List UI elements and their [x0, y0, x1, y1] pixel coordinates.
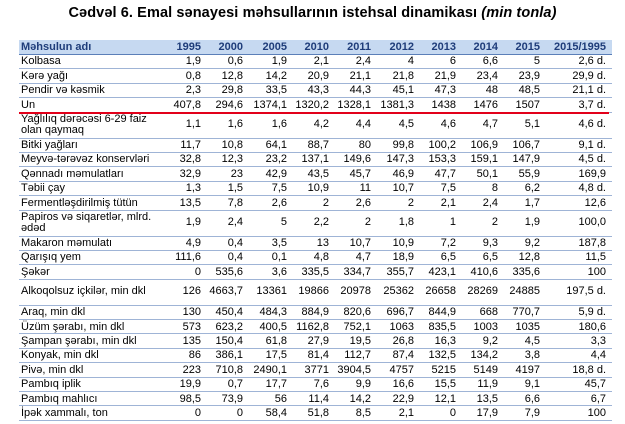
product-name-cell: Pivə, min dkl	[19, 363, 159, 377]
highlight-underline	[19, 112, 609, 114]
value-cell: 4,8 d.	[542, 181, 612, 195]
value-cell: 150,4	[203, 334, 245, 348]
value-cell: 55,9	[500, 167, 542, 181]
title-unit: (min tonla)	[481, 5, 557, 21]
product-name-cell: İpək xammalı, ton	[19, 406, 159, 420]
value-cell: 43,3	[289, 83, 331, 97]
value-cell: 1381,3	[373, 98, 416, 112]
value-cell: 17,7	[245, 377, 289, 391]
value-cell: 410,6	[458, 265, 500, 279]
value-cell: 1507	[500, 98, 542, 112]
value-cell: 1,9	[159, 210, 203, 236]
value-cell: 15,5	[416, 377, 458, 391]
value-cell: 710,8	[203, 363, 245, 377]
value-cell: 3,5	[245, 236, 289, 250]
value-cell: 32,9	[159, 167, 203, 181]
table-row	[19, 363, 612, 377]
value-cell: 100	[542, 406, 612, 420]
value-cell: 4,4	[331, 112, 373, 138]
product-name-cell: Yağlılıq dərəcəsi 6-29 faiz olan qaymaq	[19, 112, 159, 138]
column-header-1995: 1995	[159, 40, 203, 55]
value-cell: 111,6	[159, 250, 203, 264]
value-cell: 7,8	[203, 196, 245, 210]
value-cell: 27,9	[289, 334, 331, 348]
value-cell: 223	[159, 363, 203, 377]
table-row	[19, 320, 612, 334]
value-cell: 81,4	[289, 348, 331, 362]
value-cell: 4,5	[500, 334, 542, 348]
column-header-2010: 2010	[289, 40, 331, 55]
table-row	[19, 181, 612, 195]
table-row	[19, 98, 612, 112]
value-cell: 752,1	[331, 320, 373, 334]
value-cell: 335,6	[500, 265, 542, 279]
value-cell: 294,6	[203, 98, 245, 112]
value-cell: 2	[331, 210, 373, 236]
product-name-cell: Meyvə-tərəvəz konservləri	[19, 152, 159, 166]
table-row	[19, 279, 612, 305]
value-cell: 4,5 d.	[542, 152, 612, 166]
value-cell: 13	[289, 236, 331, 250]
value-cell: 4,8	[289, 250, 331, 264]
value-cell: 484,3	[245, 305, 289, 319]
value-cell: 1,3	[159, 181, 203, 195]
product-name-cell: Bitki yağları	[19, 138, 159, 152]
table-row	[19, 406, 612, 420]
value-cell: 26658	[416, 279, 458, 305]
value-cell: 5215	[416, 363, 458, 377]
value-cell: 11	[331, 181, 373, 195]
value-cell: 180,6	[542, 320, 612, 334]
value-cell: 6,6	[458, 55, 500, 69]
value-cell: 1,6	[203, 112, 245, 138]
column-header-2011: 2011	[331, 40, 373, 55]
product-name-cell: Pambıq iplik	[19, 377, 159, 391]
value-cell: 0,4	[203, 250, 245, 264]
value-cell: 0	[159, 265, 203, 279]
value-cell: 10,7	[331, 236, 373, 250]
table-title	[0, 5, 625, 21]
value-cell: 187,8	[542, 236, 612, 250]
table-row	[19, 83, 612, 97]
value-cell: 159,1	[458, 152, 500, 166]
value-cell: 334,7	[331, 265, 373, 279]
value-cell: 1328,1	[331, 98, 373, 112]
value-cell: 1,5	[203, 181, 245, 195]
value-cell: 2,4	[331, 55, 373, 69]
value-cell: 573	[159, 320, 203, 334]
product-name-cell: Araq, min dkl	[19, 305, 159, 319]
value-cell: 8,5	[331, 406, 373, 420]
value-cell: 58,4	[245, 406, 289, 420]
value-cell: 4,6 d.	[542, 112, 612, 138]
product-name-cell: Makaron məmulatı	[19, 236, 159, 250]
value-cell: 1,9	[159, 55, 203, 69]
value-cell: 100,2	[416, 138, 458, 152]
column-header-2013: 2013	[416, 40, 458, 55]
value-cell: 29,8	[203, 83, 245, 97]
product-name-cell: Şəkər	[19, 265, 159, 279]
value-cell: 6,5	[416, 250, 458, 264]
value-cell: 43,5	[289, 167, 331, 181]
column-header-2000: 2000	[203, 40, 245, 55]
value-cell: 13,5	[159, 196, 203, 210]
value-cell: 17,9	[458, 406, 500, 420]
value-cell: 5149	[458, 363, 500, 377]
value-cell: 4,4	[542, 348, 612, 362]
table-row	[19, 167, 612, 181]
product-name-cell: Pambıq mahlıcı	[19, 392, 159, 406]
value-cell: 335,5	[289, 265, 331, 279]
value-cell: 3,3	[542, 334, 612, 348]
value-cell: 13,5	[458, 392, 500, 406]
value-cell: 11,7	[159, 138, 203, 152]
value-cell: 5	[500, 55, 542, 69]
value-cell: 25362	[373, 279, 416, 305]
value-cell: 4,6	[416, 112, 458, 138]
value-cell: 2,6	[331, 196, 373, 210]
product-name-cell: Kolbasa	[19, 55, 159, 69]
value-cell: 844,9	[416, 305, 458, 319]
value-cell: 99,8	[373, 138, 416, 152]
product-name-cell: Üzüm şərabı, min dkl	[19, 320, 159, 334]
value-cell: 4,5	[373, 112, 416, 138]
value-cell: 770,7	[500, 305, 542, 319]
value-cell: 1,8	[373, 210, 416, 236]
value-cell: 9,2	[458, 334, 500, 348]
value-cell: 12,8	[203, 69, 245, 83]
value-cell: 47,3	[416, 83, 458, 97]
value-cell: 0,7	[203, 377, 245, 391]
value-cell: 7,6	[289, 377, 331, 391]
value-cell: 149,6	[331, 152, 373, 166]
value-cell: 9,1 d.	[542, 138, 612, 152]
value-cell: 29,9 d.	[542, 69, 612, 83]
value-cell: 23	[203, 167, 245, 181]
product-name-cell: Un	[19, 98, 159, 112]
product-name-cell: Təbii çay	[19, 181, 159, 195]
value-cell: 12,1	[416, 392, 458, 406]
value-cell: 1374,1	[245, 98, 289, 112]
value-cell: 11,9	[458, 377, 500, 391]
value-cell: 86	[159, 348, 203, 362]
value-cell: 28269	[458, 279, 500, 305]
product-name-cell: Alkoqolsuz içkilər, min dkl	[19, 279, 159, 305]
value-cell: 1063	[373, 320, 416, 334]
value-cell: 10,9	[289, 181, 331, 195]
table-row	[19, 392, 612, 406]
value-cell: 19,9	[159, 377, 203, 391]
value-cell: 4,2	[289, 112, 331, 138]
value-cell: 3,8	[500, 348, 542, 362]
value-cell: 4757	[373, 363, 416, 377]
product-name-cell: Papiros və siqaretlər, mlrd. ədəd	[19, 210, 159, 236]
value-cell: 132,5	[416, 348, 458, 362]
value-cell: 1,9	[500, 210, 542, 236]
value-cell: 48	[458, 83, 500, 97]
value-cell: 4,7	[331, 250, 373, 264]
value-cell: 1476	[458, 98, 500, 112]
value-cell: 20978	[331, 279, 373, 305]
value-cell: 1,7	[500, 196, 542, 210]
value-cell: 18,8 d.	[542, 363, 612, 377]
value-cell: 10,7	[373, 181, 416, 195]
table-row	[19, 112, 612, 138]
column-header-2015: 2015	[500, 40, 542, 55]
value-cell: 8	[458, 181, 500, 195]
table-row	[19, 236, 612, 250]
value-cell: 45,7	[331, 167, 373, 181]
value-cell: 106,9	[458, 138, 500, 152]
value-cell: 2,1	[416, 196, 458, 210]
value-cell: 42,9	[245, 167, 289, 181]
value-cell: 4197	[500, 363, 542, 377]
value-cell: 61,8	[245, 334, 289, 348]
value-cell: 13361	[245, 279, 289, 305]
value-cell: 3,6	[245, 265, 289, 279]
value-cell: 20,9	[289, 69, 331, 83]
value-cell: 6,7	[542, 392, 612, 406]
value-cell: 1035	[500, 320, 542, 334]
value-cell: 137,1	[289, 152, 331, 166]
product-name-cell: Pendir və kəsmik	[19, 83, 159, 97]
value-cell: 2490,1	[245, 363, 289, 377]
value-cell: 19866	[289, 279, 331, 305]
value-cell: 51,8	[289, 406, 331, 420]
value-cell: 1	[416, 210, 458, 236]
value-cell: 10,8	[203, 138, 245, 152]
value-cell: 153,3	[416, 152, 458, 166]
value-cell: 0	[416, 406, 458, 420]
value-cell: 0,8	[159, 69, 203, 83]
value-cell: 386,1	[203, 348, 245, 362]
value-cell: 355,7	[373, 265, 416, 279]
value-cell: 100,0	[542, 210, 612, 236]
table-row	[19, 152, 612, 166]
value-cell: 16,6	[373, 377, 416, 391]
value-cell: 6,6	[500, 392, 542, 406]
value-cell: 2	[289, 196, 331, 210]
value-cell: 0,4	[203, 236, 245, 250]
value-cell: 2,6	[245, 196, 289, 210]
header-row	[19, 40, 612, 55]
value-cell: 1438	[416, 98, 458, 112]
value-cell: 2,2	[289, 210, 331, 236]
value-cell: 2,4	[203, 210, 245, 236]
table-row	[19, 377, 612, 391]
column-header-2012: 2012	[373, 40, 416, 55]
value-cell: 6	[416, 55, 458, 69]
value-cell: 12,6	[542, 196, 612, 210]
value-cell: 6,5	[458, 250, 500, 264]
value-cell: 98,5	[159, 392, 203, 406]
value-cell: 0,1	[245, 250, 289, 264]
value-cell: 7,2	[416, 236, 458, 250]
value-cell: 1320,2	[289, 98, 331, 112]
column-header-2015-1995: 2015/1995	[542, 40, 612, 55]
value-cell: 820,6	[331, 305, 373, 319]
value-cell: 26,8	[373, 334, 416, 348]
table-row	[19, 250, 612, 264]
product-name-cell: Şampan şərabı, min dkl	[19, 334, 159, 348]
value-cell: 33,5	[245, 83, 289, 97]
value-cell: 4663,7	[203, 279, 245, 305]
value-cell: 2,1	[289, 55, 331, 69]
value-cell: 46,9	[373, 167, 416, 181]
value-cell: 197,5 d.	[542, 279, 612, 305]
table-row	[19, 348, 612, 362]
value-cell: 147,9	[500, 152, 542, 166]
table-row	[19, 69, 612, 83]
value-cell: 21,1 d.	[542, 83, 612, 97]
value-cell: 12,3	[203, 152, 245, 166]
value-cell: 696,7	[373, 305, 416, 319]
value-cell: 73,9	[203, 392, 245, 406]
value-cell: 0,6	[203, 55, 245, 69]
value-cell: 19,5	[331, 334, 373, 348]
value-cell: 21,1	[331, 69, 373, 83]
column-header-2005: 2005	[245, 40, 289, 55]
value-cell: 2,4	[458, 196, 500, 210]
table-row	[19, 305, 612, 319]
value-cell: 32,8	[159, 152, 203, 166]
value-cell: 47,7	[416, 167, 458, 181]
value-cell: 1,6	[245, 112, 289, 138]
title-main: Cədvəl 6. Emal sənayesi məhsullarının istehsal dinamikası	[68, 5, 478, 21]
column-header-2014: 2014	[458, 40, 500, 55]
value-cell: 2,6 d.	[542, 55, 612, 69]
value-cell: 7,9	[500, 406, 542, 420]
value-cell: 56	[245, 392, 289, 406]
product-name-cell: Konyak, min dkl	[19, 348, 159, 362]
value-cell: 48,5	[500, 83, 542, 97]
column-header-product: Məhsulun adı	[19, 40, 159, 55]
product-name-cell: Qənnadı məmulatları	[19, 167, 159, 181]
value-cell: 24885	[500, 279, 542, 305]
value-cell: 126	[159, 279, 203, 305]
value-cell: 11,4	[289, 392, 331, 406]
value-cell: 1,9	[245, 55, 289, 69]
value-cell: 18,9	[373, 250, 416, 264]
production-table	[19, 40, 612, 421]
value-cell: 80	[331, 138, 373, 152]
value-cell: 87,4	[373, 348, 416, 362]
value-cell: 147,3	[373, 152, 416, 166]
value-cell: 17,5	[245, 348, 289, 362]
value-cell: 21,9	[416, 69, 458, 83]
value-cell: 9,2	[500, 236, 542, 250]
table-row	[19, 138, 612, 152]
value-cell: 0	[159, 406, 203, 420]
value-cell: 45,1	[373, 83, 416, 97]
value-cell: 535,6	[203, 265, 245, 279]
value-cell: 10,9	[373, 236, 416, 250]
value-cell: 4,7	[458, 112, 500, 138]
value-cell: 134,2	[458, 348, 500, 362]
value-cell: 130	[159, 305, 203, 319]
value-cell: 835,5	[416, 320, 458, 334]
value-cell: 3771	[289, 363, 331, 377]
value-cell: 88,7	[289, 138, 331, 152]
value-cell: 11,5	[542, 250, 612, 264]
value-cell: 169,9	[542, 167, 612, 181]
value-cell: 5	[245, 210, 289, 236]
value-cell: 7,5	[416, 181, 458, 195]
value-cell: 0	[203, 406, 245, 420]
product-name-cell: Qarışıq yem	[19, 250, 159, 264]
value-cell: 668	[458, 305, 500, 319]
value-cell: 112,7	[331, 348, 373, 362]
value-cell: 4	[373, 55, 416, 69]
value-cell: 5,9 d.	[542, 305, 612, 319]
value-cell: 22,9	[373, 392, 416, 406]
value-cell: 21,8	[373, 69, 416, 83]
value-cell: 44,3	[331, 83, 373, 97]
table-row	[19, 196, 612, 210]
value-cell: 106,7	[500, 138, 542, 152]
value-cell: 50,1	[458, 167, 500, 181]
value-cell: 12,8	[500, 250, 542, 264]
table-row	[19, 334, 612, 348]
value-cell: 623,2	[203, 320, 245, 334]
value-cell: 1,1	[159, 112, 203, 138]
product-name-cell: Kərə yağı	[19, 69, 159, 83]
value-cell: 2,3	[159, 83, 203, 97]
table-row	[19, 210, 612, 236]
value-cell: 23,2	[245, 152, 289, 166]
value-cell: 64,1	[245, 138, 289, 152]
value-cell: 16,3	[416, 334, 458, 348]
table-row	[19, 55, 612, 69]
value-cell: 1162,8	[289, 320, 331, 334]
value-cell: 400,5	[245, 320, 289, 334]
value-cell: 2,1	[373, 406, 416, 420]
value-cell: 7,5	[245, 181, 289, 195]
value-cell: 135	[159, 334, 203, 348]
value-cell: 14,2	[245, 69, 289, 83]
value-cell: 407,8	[159, 98, 203, 112]
value-cell: 23,9	[500, 69, 542, 83]
value-cell: 2	[373, 196, 416, 210]
value-cell: 6,2	[500, 181, 542, 195]
value-cell: 423,1	[416, 265, 458, 279]
product-name-cell: Fermentləşdirilmiş tütün	[19, 196, 159, 210]
value-cell: 5,1	[500, 112, 542, 138]
value-cell: 100	[542, 265, 612, 279]
value-cell: 884,9	[289, 305, 331, 319]
value-cell: 4,9	[159, 236, 203, 250]
value-cell: 3904,5	[331, 363, 373, 377]
value-cell: 450,4	[203, 305, 245, 319]
value-cell: 14,2	[331, 392, 373, 406]
value-cell: 9,1	[500, 377, 542, 391]
value-cell: 9,3	[458, 236, 500, 250]
value-cell: 45,7	[542, 377, 612, 391]
value-cell: 9,9	[331, 377, 373, 391]
value-cell: 3,7 d.	[542, 98, 612, 112]
value-cell: 23,4	[458, 69, 500, 83]
value-cell: 2	[458, 210, 500, 236]
value-cell: 1003	[458, 320, 500, 334]
table-row	[19, 265, 612, 279]
